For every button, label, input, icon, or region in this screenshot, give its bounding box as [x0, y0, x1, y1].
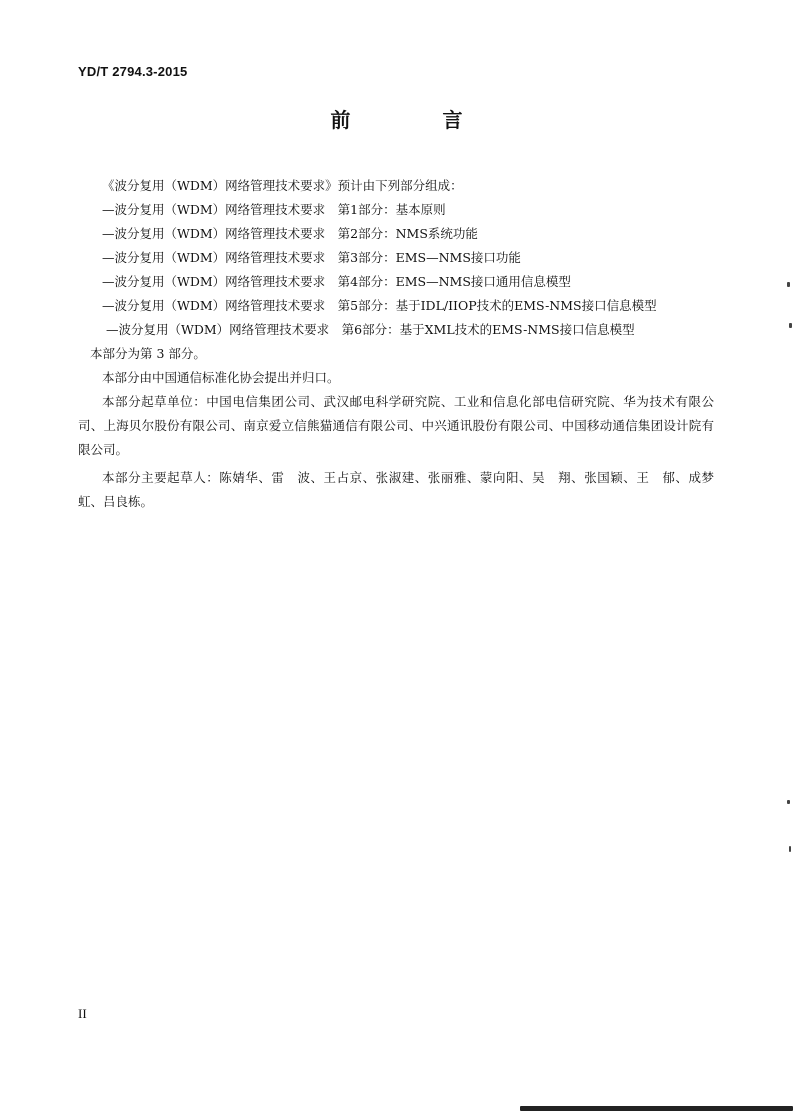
page-title: 前 言	[330, 108, 499, 132]
scan-mark	[520, 1106, 793, 1111]
document-body	[78, 174, 714, 514]
part-list-item-6: —波分复用（WDM）网络管理技术要求 第6部分：基于XML技术的EMS-NMS接口信息模型	[106, 322, 635, 337]
this-part-statement: 本部分为第 3 部分。	[90, 346, 206, 361]
part-list-item-5: —波分复用（WDM）网络管理技术要求 第5部分：基于IDL/IIOP技术的EMS-NMS接口信息模型	[102, 298, 657, 313]
page-number: II	[78, 1006, 87, 1021]
scan-mark	[787, 282, 790, 287]
intro-paragraph: 《波分复用（WDM）网络管理技术要求》预计由下列部分组成：	[102, 178, 463, 193]
scan-mark	[787, 800, 790, 804]
scan-mark	[789, 846, 791, 852]
part-list-item-1: —波分复用（WDM）网络管理技术要求 第1部分：基本原则	[102, 202, 446, 217]
drafters-paragraph: 本部分主要起草人：陈婧华、雷 波、王占京、张淑建、张丽雅、蒙向阳、吴 翔、张国颖、王 郁、成梦虹、吕良栋。	[78, 470, 714, 509]
scan-mark	[789, 323, 792, 328]
part-list-item-4: —波分复用（WDM）网络管理技术要求 第4部分：EMS—NMS接口通用信息模型	[102, 274, 571, 289]
part-list-item-3: —波分复用（WDM）网络管理技术要求 第3部分：EMS—NMS接口功能	[102, 250, 521, 265]
drafting-units-paragraph: 本部分起草单位：中国电信集团公司、武汉邮电科学研究院、工业和信息化部电信研究院、华为技术有限公司、上海贝尔股份有限公司、南京爱立信熊猫通信有限公司、中兴通讯股份有限公司、中国移动通信集团设计院有限公司。	[78, 394, 714, 457]
proposed-by-statement: 本部分由中国通信标准化协会提出并归口。	[102, 370, 340, 385]
part-list-item-2: —波分复用（WDM）网络管理技术要求 第2部分：NMS系统功能	[102, 226, 478, 241]
document-id: YD/T 2794.3-2015	[78, 64, 188, 79]
